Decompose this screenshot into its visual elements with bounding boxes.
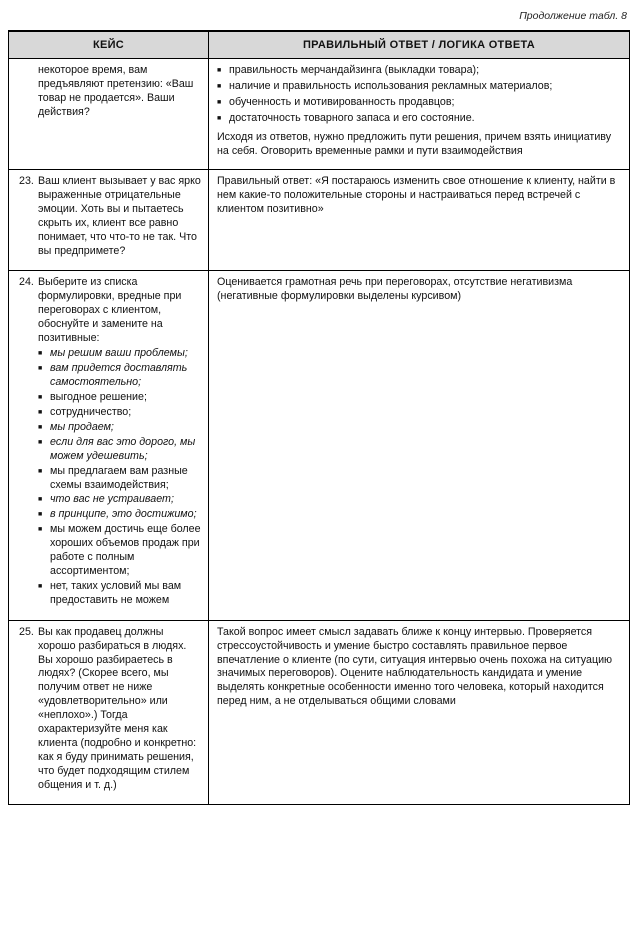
case-intro: Выберите из списка формулировки, вредные при переговорах с клиентом, обоснуйте и замените на позитивные: — [38, 275, 182, 344]
case-bullet: ■ если для вас это дорого, мы можем удешевить; — [38, 436, 201, 464]
case-number: 25. — [19, 625, 34, 638]
case-bullet: ■ мы решим ваши проблемы; — [38, 347, 201, 361]
case-bullet: ■ мы можем достичь еще более хороших объемов продаж при работе с полным ассортиментом; — [38, 523, 201, 579]
case-bullet: ■ мы предлагаем вам разные схемы взаимодействия; — [38, 465, 201, 493]
case-bullet: ■ выгодное решение; — [38, 391, 201, 405]
answer-cell — [209, 620, 630, 804]
case-bullet: ■ мы продаем; — [38, 421, 201, 435]
continuation-note: Продолжение табл. 8 — [519, 10, 627, 22]
answer-text: Правильный ответ: «Я постараюсь изменить свое отношение к клиенту, найти в нем какие-то положительные стороны и настраиваться перед встречей с клиентом позитивно» — [217, 175, 616, 216]
case-text: некоторое время, вам предъявляют претензию: «Ваш товар не продается». Ваши действия? — [38, 64, 194, 118]
answer-cell — [209, 270, 630, 620]
table-row — [9, 170, 630, 270]
bullet-square-icon — [38, 465, 50, 493]
case-cell — [9, 270, 209, 620]
answer-text: Исходя из ответов, нужно предложить пути решения, причем взять инициативу на себя. Оговорить временные рамки и пути взаимодействия — [217, 130, 612, 157]
case-bullet: ■ нет, таких условий мы вам предоставить не можем — [38, 580, 201, 608]
case-bullet: ■ в принципе, это достижимо; — [38, 508, 201, 522]
header-answer: ПРАВИЛЬНЫЙ ОТВЕТ / ЛОГИКА ОТВЕТА — [209, 31, 630, 59]
table-row — [9, 620, 630, 804]
bullet-square-icon — [217, 112, 229, 126]
answer-cell — [209, 59, 630, 170]
case-number: 23. — [19, 175, 34, 188]
case-bullet: ■ что вас не устраивает; — [38, 493, 201, 507]
bullet-square-icon — [38, 421, 50, 435]
bullet-square-icon — [38, 436, 50, 464]
answer-bullet: ■ обученность и мотивированность продавцов; — [217, 96, 621, 110]
answer-cell — [209, 170, 630, 270]
bullet-square-icon — [38, 523, 50, 579]
table-row — [9, 270, 630, 620]
answer-bullet: ■ правильность мерчандайзинга (выкладки товара); — [217, 64, 621, 78]
answer-bullet-list — [217, 64, 621, 126]
bullet-square-icon — [38, 580, 50, 608]
case-cell — [9, 59, 209, 170]
bullet-square-icon — [38, 406, 50, 420]
table-header-row — [9, 31, 630, 59]
case-text: Вы как продавец должны хорошо разбираться в людях. Вы хорошо разбираетесь в людях? (Скорее всего, мы получим ответ не ниже «удовлетворительно» или «неплохо».) Тогда охарактеризуйте меня как клиента (подробно и конкретно: как я буду принимать решения, что будет подходящим стилем общения и т. д.) — [38, 625, 197, 791]
bullet-square-icon — [217, 96, 229, 110]
bullet-square-icon — [38, 362, 50, 390]
case-bullet-list — [38, 347, 201, 607]
answer-text: Оценивается грамотная речь при переговорах, отсутствие негативизма (негативные формулировки выделены курсивом) — [217, 275, 573, 302]
answer-text: Такой вопрос имеет смысл задавать ближе к концу интервью. Проверяется стрессоустойчивость и умение быстро составлять правильное первое впечатление о клиенте (по сути, ситуация интервью очень похожа на ситуацию значимых переговоров). Оцените наблюдательность кандидата и умение выделять конкретные особенности именно того человека, который находится перед ним, а не отделываться общими словами — [217, 625, 613, 708]
bullet-square-icon — [38, 347, 50, 361]
case-bullet: ■ сотрудничество; — [38, 406, 201, 420]
bullet-square-icon — [38, 493, 50, 507]
table-row — [9, 59, 630, 170]
bullet-square-icon — [38, 508, 50, 522]
case-cell — [9, 170, 209, 270]
case-number: 24. — [19, 275, 34, 288]
answer-bullet: ■ достаточность товарного запаса и его состояние. — [217, 112, 621, 126]
cases-table — [8, 30, 630, 805]
case-cell — [9, 620, 209, 804]
answer-bullet: ■ наличие и правильность использования рекламных материалов; — [217, 80, 621, 94]
bullet-square-icon — [217, 64, 229, 78]
header-case: КЕЙС — [9, 31, 209, 59]
bullet-square-icon — [38, 391, 50, 405]
case-bullet: ■ вам придется доставлять самостоятельно; — [38, 362, 201, 390]
case-text: Ваш клиент вызывает у вас ярко выраженные отрицательные эмоции. Хоть вы и пытаетесь скрыть их, клиент все равно понимает, что что-то не так. Что вы предпримете? — [38, 175, 201, 257]
bullet-square-icon — [217, 80, 229, 94]
